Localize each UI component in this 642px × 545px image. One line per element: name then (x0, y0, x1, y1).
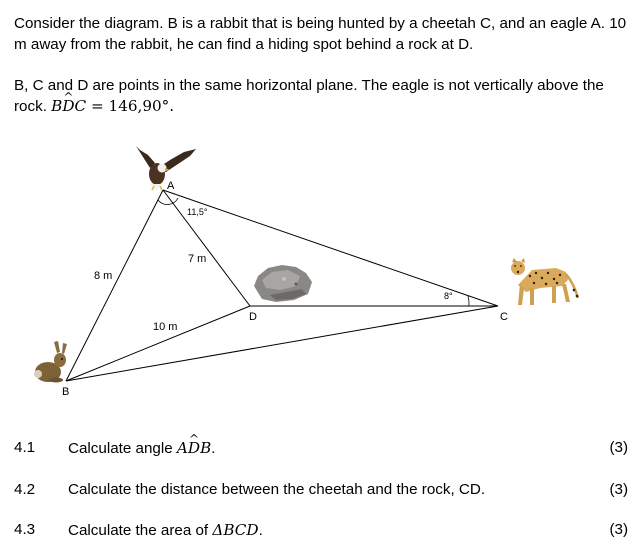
angle-adb-vertex: ^ D (188, 438, 200, 458)
label-bd-length: 10 m (153, 321, 178, 333)
question-text-prefix: Calculate the area of (68, 522, 213, 539)
cheetah-image (511, 258, 578, 305)
angle-bdc-first: B (51, 97, 63, 115)
question-text-suffix: . (211, 440, 216, 457)
question-text-suffix: . (258, 522, 263, 539)
intro-text: Consider the diagram. B is a rabbit that is being hunted by a cheetah C, and an eagle A. 10 m away from the rabbit, he can find a hiding spot behind a rock at D. (14, 15, 627, 53)
angle-bdc-expression (51, 97, 86, 115)
point-label-a: A (167, 180, 175, 192)
question-number: 4.3 (14, 521, 36, 538)
label-ad-length: 7 m (188, 253, 207, 265)
angle-adb-first: A (176, 439, 188, 457)
eagle-image (132, 142, 196, 190)
question-text (68, 520, 263, 541)
question-marks: (3) (609, 521, 628, 538)
question-text (68, 438, 215, 459)
intro-paragraph (14, 13, 632, 55)
question-marks: (3) (609, 439, 628, 456)
angle-adb-last: B (200, 439, 212, 457)
angle-arc-a (158, 198, 178, 204)
label-angle-a: 11,5° (187, 207, 208, 217)
angle-adb-expression (177, 439, 211, 457)
angle-bdc-vertex: ^ D (62, 96, 74, 117)
geometry-diagram (0, 130, 642, 415)
angle-bdc-value: 146,90°. (108, 97, 175, 115)
question-text-prefix: Calculate angle (68, 440, 177, 457)
rabbit-image (34, 341, 67, 383)
conditions-paragraph (14, 75, 632, 117)
question-marks: (3) (609, 481, 628, 498)
label-ab-length: 8 m (94, 270, 113, 282)
point-label-d: D (249, 311, 257, 323)
label-angle-c: 8° (444, 291, 453, 301)
triangle-bcd-expression: ΔBCD (212, 521, 259, 539)
angle-bdc-last: C (74, 97, 87, 115)
line-ab (66, 190, 163, 381)
equals-sign: = (86, 97, 109, 115)
angle-arc-c (468, 296, 469, 306)
rock-image (254, 265, 312, 302)
question-text: Calculate the distance between the cheetah and the rock, CD. (68, 481, 486, 498)
conditions-text: B, C and D are points in the same horizontal plane. The eagle is not vertically above the rock. (14, 77, 604, 115)
point-label-b: B (62, 386, 70, 398)
point-label-c: C (500, 311, 508, 323)
question-number: 4.2 (14, 481, 36, 498)
line-ac (163, 190, 498, 306)
line-bc (66, 306, 498, 381)
question-number: 4.1 (14, 439, 36, 456)
line-bd (66, 306, 250, 381)
